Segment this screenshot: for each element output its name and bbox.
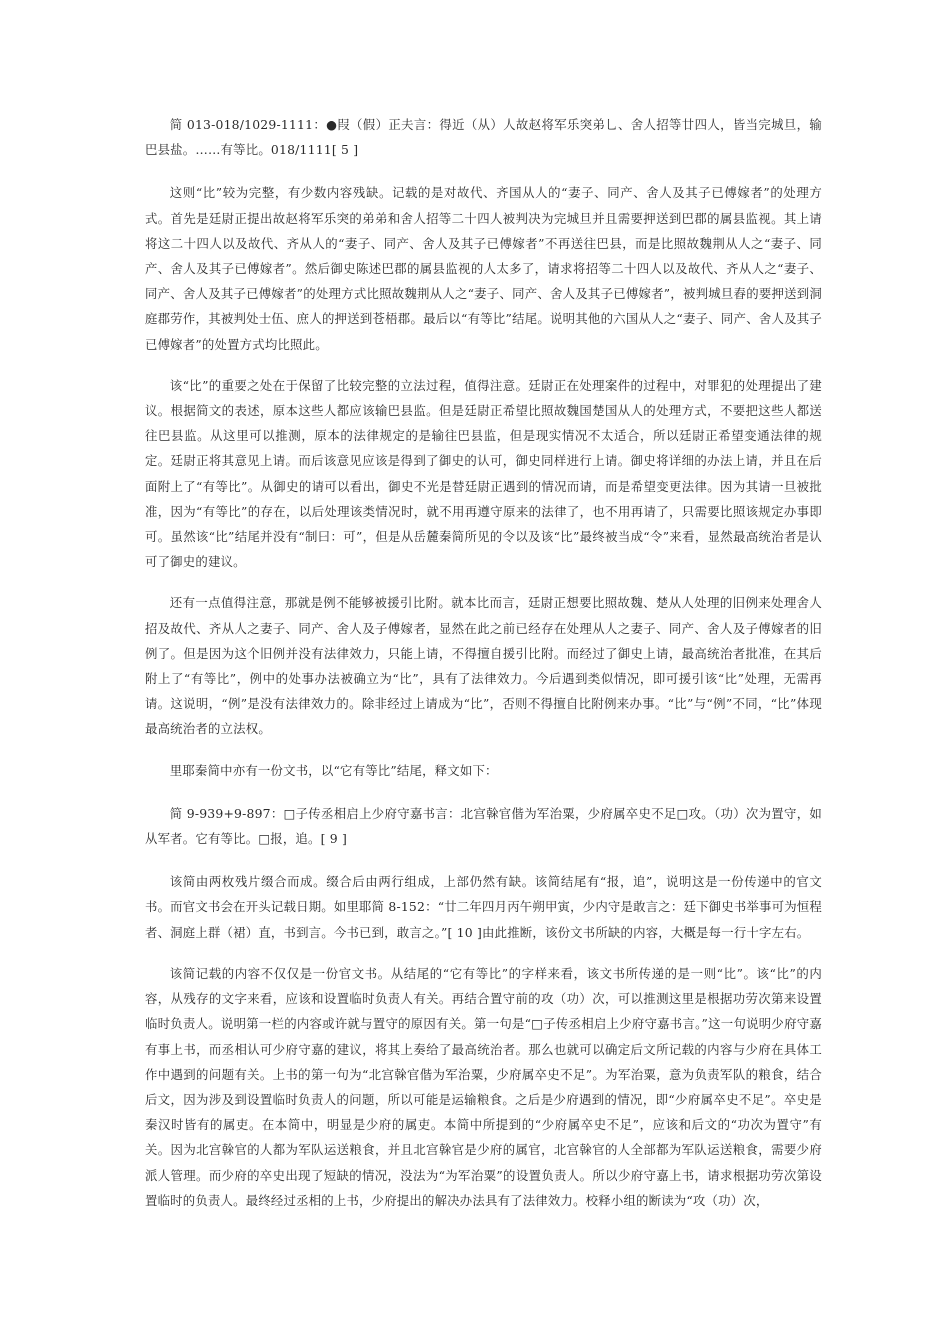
citation-paragraph-6: 简 9-939+9-897：□子传丞相启上少府守嘉书言：北宫榦官偕为军治粟，少府属卒史不足□攻。（功）次为置守，如从军者。它有等比。□报，追。[ 9 ]: [145, 805, 822, 847]
body-paragraph-5: 里耶秦简中亦有一份文书，以“它有等比”结尾，释文如下：: [169, 762, 498, 778]
body-paragraph-8: 该简记载的内容不仅仅是一份官文书。从结尾的“它有等比”的字样来看，该文书所传递的是一则“比”。该“比”的内容，从残存的文字来看，应该和设置临时负责人有关。再结合置守前的攻（功）次，可以推测这里是根据功劳次第来设置临时负责人。说明第一栏的内容或许就与置守的原因有关。第一句是“□子传丞相启上少府守嘉书言。”这一句说明少府守嘉有事上书，而丞相认可少府守嘉的建议，将其上奏给了最高统治者。那么也就可以确定后文所记载的内容与少府在具体工作中遇到的问题有关。上书的第一句为“北宫榦官偕为军治粟，少府属卒史不足”。为军治粟，意为负责军队的粮食，结合后文，因为涉及到设置临时负责人的问题，所以可能是运输粮食。之后是少府遇到的情况，即“少府属卒史不足”。卒史是秦汉时皆有的属吏。在本简中，明显是少府的属吏。本简中所提到的“少府属卒史不足”，应该和后文的“功次为置守”有关。因为北宫榦官的人都为军队运送粮食，并且北宫榦官是少府的属官，北宫榦官的人全部都为军队运送粮食，需要少府派人管理。而少府的卒史出现了短缺的情况，没法为“为军治粟”的设置负责人。所以少府守嘉上书，请求根据功劳次第设置临时的负责人。最终经过丞相的上书，少府提出的解决办法具有了法律效力。校释小组的断读为“攻（功）次，: [145, 965, 822, 1208]
body-paragraph-7: 该简由两枚残片缀合而成。缀合后由两行组成，上部仍然有缺。该简结尾有“报，追”，说明这是一份传递中的官文书。而官文书会在开头记载日期。如里耶简 8-152：“廿二年四月丙午朔甲寅，少内守是敢言之：廷下御史书举事可为恒程者、洞庭上群（裙）直，书到言。今书已到，敢言之。”[ 10 ]由此推断，该份文书所缺的内容，大概是每一行十字左右。: [145, 874, 822, 940]
document-body: [145, 112, 822, 1229]
body-paragraph-2: 这则“比”较为完整，有少数内容残缺。记载的是对故代、齐国从人的“妻子、同产、舍人及其子已傅嫁者”的处理方式。首先是廷尉正提出故赵将军乐突的弟弟和舍人招等二十四人被判决为完城旦并且需要押送到巴郡的属县监视。其上请将这二十四人以及故代、齐从人的“妻子、同产、舍人及其子已傅嫁者”不再送往巴县，而是比照故魏荆从人之“妻子、同产、舍人及其子已傅嫁者”。然后御史陈述巴郡的属县监视的人太多了，请求将招等二十四人以及故代、齐从人之“妻子、同产、舍人及其子已傅嫁者”的处理方式比照故魏荆从人之“妻子、同产、舍人及其子已傅嫁者”，被判城旦舂的要押送到洞庭郡劳作，其被判处士伍、庶人的押送到苍梧郡。最后以“有等比”结尾。说明其他的六国从人之“妻子、同产、舍人及其子已傅嫁者”的处置方式均比照此。: [145, 185, 822, 352]
body-paragraph-4: 还有一点值得注意，那就是例不能够被援引比附。就本比而言，廷尉正想要比照故魏、楚从人处理的旧例来处理舍人招及故代、齐从人之妻子、同产、舍人及子傅嫁者，显然在此之前已经存在处理从人之妻子、同产、舍人及子傅嫁者的旧例了。但是因为这个旧例并没有法律效力，只能上请，不得擅自援引比附。而经过了御史上请，最高统治者批准，在其后附上了“有等比”，例中的处事办法被确立为“比”，具有了法律效力。今后遇到类似情况，即可援引该“比”处理，无需再请。这说明，“例”是没有法律效力的。除非经过上请成为“比”，否则不得擅自比附例来办事。“比”与“例”不同，“比”体现最高统治者的立法权。: [145, 595, 822, 737]
body-paragraph-3: 该“比”的重要之处在于保留了比较完整的立法过程，值得注意。廷尉正在处理案件的过程中，对罪犯的处理提出了建议。根据简文的表述，原本这些人都应该输巴县监。但是廷尉正希望比照故魏国楚国从人的处理方式，不要把这些人都送往巴县监。从这里可以推测，原本的法律规定的是输往巴县监，但是现实情况不太适合，所以廷尉正希望变通法律的规定。廷尉正将其意见上请。而后该意见应该是得到了御史的认可，御史同样进行上请。御史将详细的办法上请，并且在后面附上了“有等比”。从御史的请可以看出，御史不光是替廷尉正遇到的情况而请，而是希望变更法律。因为其请一旦被批准，因为“有等比”的存在，以后处理该类情况时，就不用再遵守原来的法律了，也不用再请了，只需要比照该规定办事即可。虽然该“比”结尾并没有“制曰：可”，但是从岳麓秦简所见的令以及该“比”最终被当成“令”来看，显然最高统治者是认可了御史的建议。: [145, 377, 822, 570]
citation-paragraph-1: 简 013-018/1029-1111：●叚（假）正夫言：得近（从）人故赵将军乐突弟乚、舍人招等廿四人，皆当完城旦，输巴县盐。……有等比。018/1111[ 5 ]: [145, 117, 822, 158]
